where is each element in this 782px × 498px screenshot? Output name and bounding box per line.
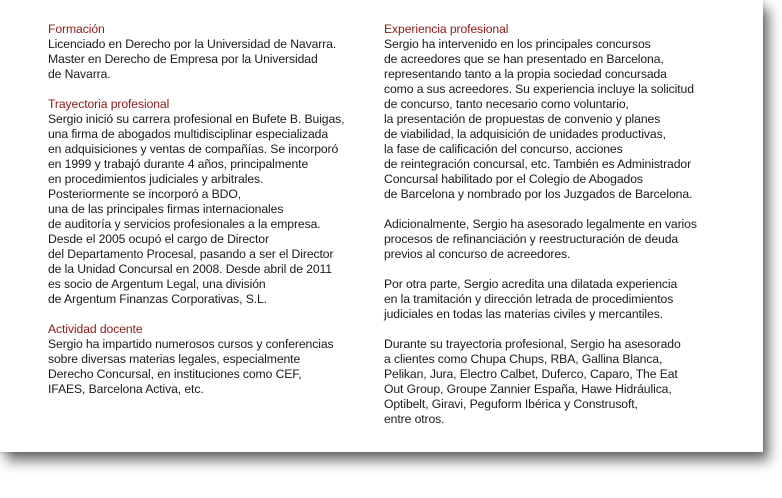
text-line: Concursal habilitado por el Colegio de Abogados (384, 172, 643, 186)
text-line: sobre diversas materias legales, especialmente (48, 352, 301, 366)
text-line: judiciales en todas las materias civiles y mercantiles. (384, 307, 663, 321)
right-column (384, 22, 724, 442)
left-column (48, 22, 368, 412)
text-line: en 1999 y trabajó durante 4 años, principalmente (48, 157, 309, 171)
text-line: Out Group, Groupe Zannier España, Hawe Hidráulica, (384, 382, 672, 396)
section-heading: Actividad docente (48, 322, 143, 336)
text-line: de reintegración concursal, etc. También es Administrador (384, 157, 692, 171)
text-line: de la Unidad Concursal en 2008. Desde abril de 2011 (48, 262, 332, 276)
text-line: previos al concurso de acreedores. (384, 247, 571, 261)
text-line: de concurso, tanto necesario como voluntario, (384, 97, 629, 111)
text-line: de Argentum Finanzas Corporativas, S.L. (48, 292, 267, 306)
text-line: Pelikan, Jura, Electro Calbet, Duferco, Caparo, The Eat (384, 367, 678, 381)
text-line: IFAES, Barcelona Activa, etc. (48, 382, 204, 396)
text-line: Sergio ha intervenido en los principales concursos (384, 37, 651, 51)
text-line: de viabilidad, la adquisición de unidades productivas, (384, 127, 666, 141)
text-line: Derecho Concursal, en instituciones como CEF, (48, 367, 302, 381)
text-line: la presentación de propuestas de convenio y planes (384, 112, 661, 126)
paragraph (384, 337, 724, 427)
text-line: de acreedores que se han presentado en Barcelona, (384, 52, 664, 66)
paragraph (384, 37, 724, 202)
text-line: Licenciado en Derecho por la Universidad de Navarra. (48, 37, 337, 51)
text-line: Durante su trayectoria profesional, Sergio ha asesorado (384, 337, 681, 351)
section-trayectoria (48, 97, 368, 307)
paragraph (384, 277, 724, 322)
section-formacion (48, 22, 368, 82)
text-line: de Navarra. (48, 67, 111, 81)
section-heading: Formación (48, 22, 105, 36)
text-line: de Barcelona y nombrado por los Juzgados de Barcelona. (384, 187, 693, 201)
text-line: es socio de Argentum Legal, una división (48, 277, 266, 291)
text-line: Desde el 2005 ocupó el cargo de Director (48, 232, 269, 246)
section-docente (48, 322, 368, 397)
text-line: de auditoría y servicios profesionales a la empresa. (48, 217, 321, 231)
text-line: Sergio inició su carrera profesional en Bufete B. Buigas, (48, 112, 345, 126)
text-line: la fase de calificación del concurso, acciones (384, 142, 623, 156)
text-line: Por otra parte, Sergio acredita una dilatada experiencia (384, 277, 678, 291)
text-line: en la tramitación y dirección letrada de procedimientos (384, 292, 674, 306)
text-line: en procedimientos judiciales y arbitrales. (48, 172, 264, 186)
text-line: representando tanto a la propia sociedad concursada (384, 67, 667, 81)
text-line: una firma de abogados multidisciplinar especializada (48, 127, 329, 141)
text-line: una de las principales firmas internacionales (48, 202, 284, 216)
text-line: en adquisiciones y ventas de compañías. Se incorporó (48, 142, 339, 156)
paragraph (384, 217, 724, 262)
text-line: del Departamento Procesal, pasando a ser el Director (48, 247, 334, 261)
section-heading: Trayectoria profesional (48, 97, 170, 111)
text-line: a clientes como Chupa Chups, RBA, Gallina Blanca, (384, 352, 663, 366)
section-heading: Experiencia profesional (384, 22, 509, 36)
text-line: Master en Derecho de Empresa por la Universidad (48, 52, 318, 66)
text-line: Posteriormente se incorporó a BDO, (48, 187, 242, 201)
text-line: Optibelt, Giravi, Peguform Ibérica y Construsoft, (384, 397, 638, 411)
text-line: Adicionalmente, Sergio ha asesorado legalmente en varios (384, 217, 697, 231)
text-line: como a sus acreedores. Su experiencia incluye la solicitud (384, 82, 694, 96)
text-line: procesos de refinanciación y reestructuración de deuda (384, 232, 679, 246)
text-line: entre otros. (384, 412, 445, 426)
text-line: Sergio ha impartido numerosos cursos y conferencias (48, 337, 334, 351)
